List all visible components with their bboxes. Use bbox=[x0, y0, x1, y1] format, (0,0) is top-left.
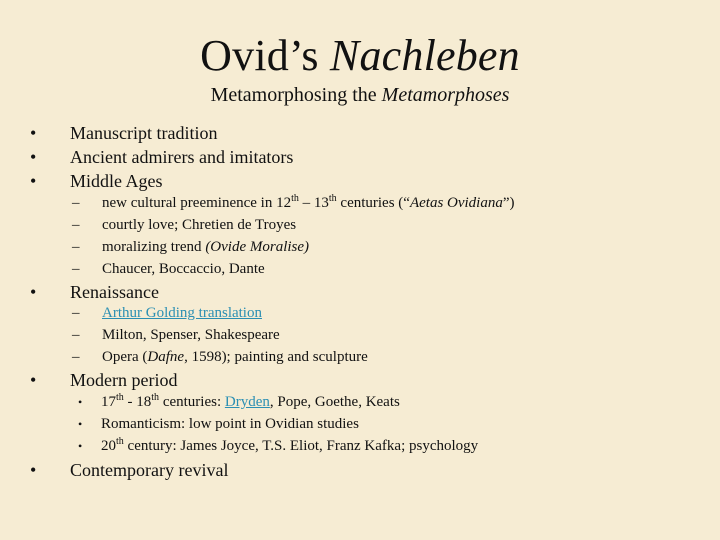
text: Opera ( bbox=[102, 349, 148, 365]
bullet-marker: • bbox=[30, 282, 37, 302]
subtitle-plain: Metamorphosing the bbox=[210, 84, 382, 106]
superscript: th bbox=[328, 193, 337, 204]
text: Romanticism: low point in Ovidian studies bbox=[101, 416, 359, 432]
bullet-marker: • bbox=[30, 171, 37, 191]
dash-marker: – bbox=[72, 327, 80, 343]
slide-title bbox=[0, 30, 720, 82]
dash-marker: – bbox=[72, 195, 80, 211]
text: new cultural preeminence in 12 bbox=[102, 195, 292, 211]
bullet-marker: • bbox=[30, 147, 37, 167]
sub-item-milton bbox=[72, 326, 280, 344]
dash-marker: – bbox=[72, 261, 80, 277]
bullet-marker: • bbox=[30, 460, 37, 480]
bullet-manuscript bbox=[30, 122, 217, 144]
text: , Pope, Goethe, Keats bbox=[269, 394, 400, 410]
sub-item-chaucer bbox=[72, 260, 265, 278]
bullet-modern bbox=[30, 369, 177, 391]
sub-item-courtly-love bbox=[72, 216, 296, 234]
sub-item-romanticism bbox=[78, 415, 359, 433]
dryden-link[interactable]: Dryden bbox=[224, 394, 270, 410]
bullet-ancient bbox=[30, 146, 293, 168]
text: 17 bbox=[101, 394, 116, 410]
subtitle-italic: Metamorphoses bbox=[381, 84, 510, 106]
italic-text: Aetas Ovidiana bbox=[409, 195, 503, 211]
golding-link[interactable]: Arthur Golding translation bbox=[102, 305, 262, 321]
superscript: th bbox=[116, 436, 124, 447]
text: Chaucer, Boccaccio, Dante bbox=[102, 261, 265, 277]
text: courtly love; Chretien de Troyes bbox=[102, 217, 297, 233]
text: centuries (“ bbox=[336, 195, 410, 211]
bullet-contemporary bbox=[30, 459, 228, 481]
bullet-marker: • bbox=[30, 123, 37, 143]
bullet-marker: • bbox=[30, 370, 37, 390]
italic-text: Dafne bbox=[147, 349, 185, 365]
sub-item-moralizing bbox=[72, 238, 309, 256]
superscript: th bbox=[291, 193, 299, 204]
bullet-renaissance bbox=[30, 281, 159, 303]
sub-item-20th bbox=[78, 437, 478, 455]
text: centuries: bbox=[159, 394, 225, 410]
text: 20 bbox=[101, 438, 116, 454]
bullet-text: Middle Ages bbox=[70, 171, 163, 191]
text: Milton, Spenser, Shakespeare bbox=[102, 327, 280, 343]
bullet-marker: • bbox=[78, 395, 83, 409]
title-italic: Nachleben bbox=[329, 31, 520, 80]
bullet-middle-ages bbox=[30, 170, 163, 192]
dash-marker: – bbox=[72, 217, 80, 233]
text: - 18 bbox=[123, 394, 152, 410]
slide-subtitle bbox=[0, 83, 720, 107]
text: – 13 bbox=[298, 195, 329, 211]
bullet-text: Renaissance bbox=[70, 282, 159, 302]
sub-item-opera bbox=[72, 348, 368, 366]
dash-marker: – bbox=[72, 239, 80, 255]
sub-item-golding bbox=[72, 304, 262, 322]
text: ”) bbox=[502, 195, 515, 211]
dash-marker: – bbox=[72, 349, 80, 365]
italic-text: (Ovide Moralise) bbox=[205, 239, 310, 255]
superscript: th bbox=[116, 392, 124, 403]
text: , 1598); painting and sculpture bbox=[184, 349, 368, 365]
title-plain: Ovid’s bbox=[200, 31, 330, 80]
text: century: James Joyce, T.S. Eliot, Franz Kafka; psychology bbox=[123, 438, 479, 454]
superscript: th bbox=[151, 392, 160, 403]
bullet-text: Contemporary revival bbox=[70, 460, 229, 480]
sub-item-17th-18th bbox=[78, 393, 400, 411]
bullet-marker: • bbox=[78, 439, 83, 453]
bullet-text: Manuscript tradition bbox=[70, 123, 218, 143]
bullet-text: Modern period bbox=[70, 370, 178, 390]
bullet-text: Ancient admirers and imitators bbox=[70, 147, 294, 167]
dash-marker: – bbox=[72, 305, 80, 321]
bullet-marker: • bbox=[78, 417, 83, 431]
sub-item-preeminence bbox=[72, 194, 515, 212]
text: moralizing trend bbox=[102, 239, 206, 255]
